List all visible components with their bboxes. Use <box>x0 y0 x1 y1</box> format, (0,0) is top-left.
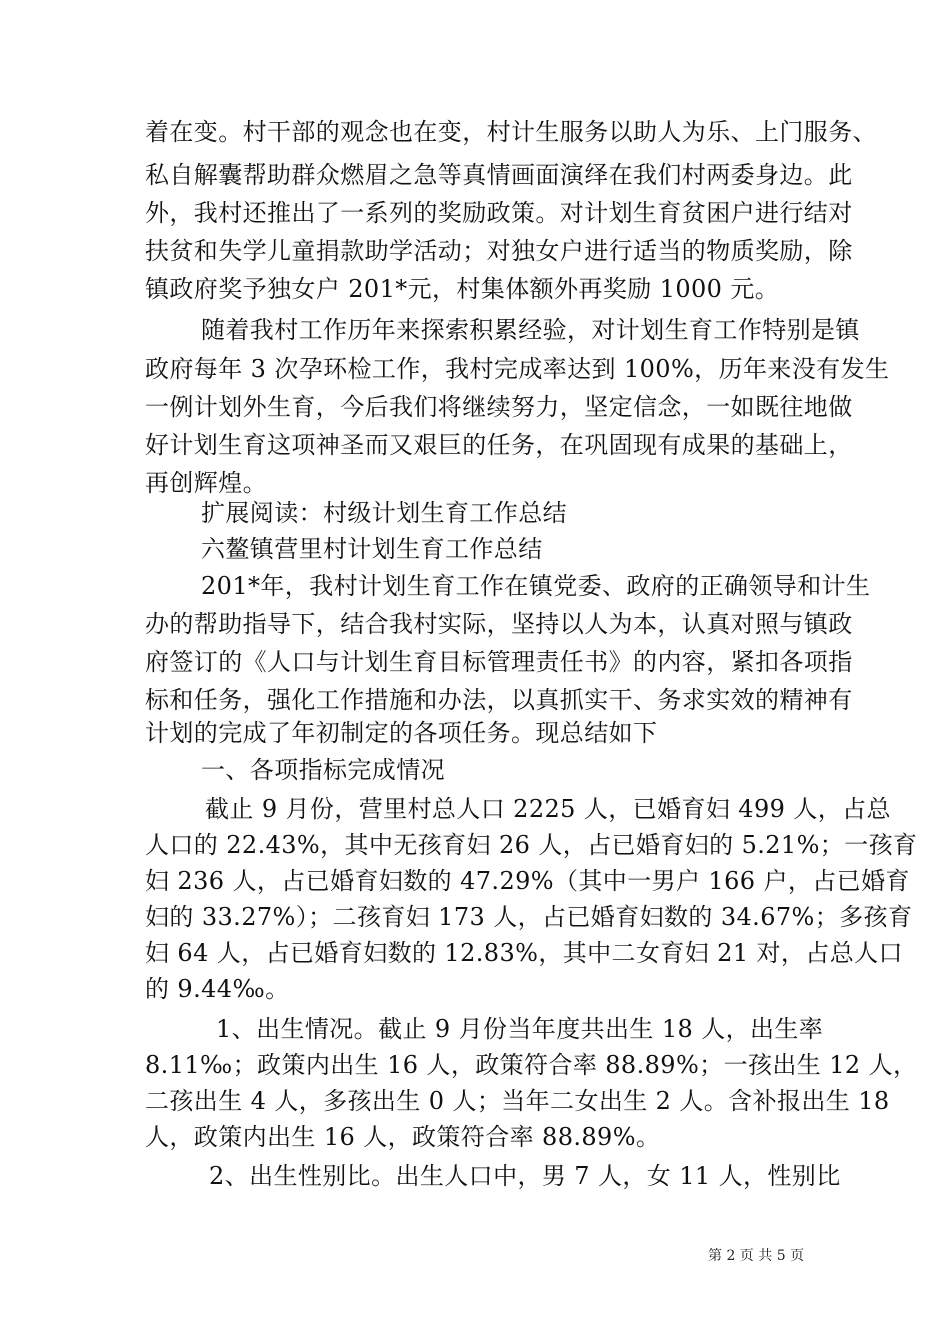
text-line: 妇的 33.27%）；二孩育妇 173 人，占已婚育妇数的 34.67%；多孩育 <box>145 903 913 931</box>
document-title: 六鳌镇营里村计划生育工作总结 <box>201 535 543 563</box>
text-line: 政府每年 3 次孕环检工作，我村完成率达到 100%，历年来没有发生 <box>145 355 890 383</box>
text-line: 的 9.44‰。 <box>145 975 290 1003</box>
text-line: 一例计划外生育，今后我们将继续努力，坚定信念，一如既往地做 <box>145 393 853 421</box>
text-line: 私自解囊帮助群众燃眉之急等真情画面演绎在我们村两委身边。此 <box>145 161 853 189</box>
text-line: 计划的完成了年初制定的各项任务。现总结如下 <box>145 719 658 747</box>
text-line: 着在变。村干部的观念也在变，村计生服务以助人为乐、上门服务、 <box>145 118 877 146</box>
text-line: 2、出生性别比。出生人口中，男 7 人，女 11 人，性别比 <box>209 1162 841 1190</box>
text-line: 201*年，我村计划生育工作在镇党委、政府的正确领导和计生 <box>201 572 871 600</box>
section-heading: 一、各项指标完成情况 <box>201 756 445 784</box>
text-line: 好计划生育这项神圣而又艰巨的任务，在巩固现有成果的基础上， <box>145 431 853 459</box>
section-heading: 扩展阅读：村级计划生育工作总结 <box>201 499 567 527</box>
text-line: 妇 236 人，占已婚育妇数的 47.29%（其中一男户 166 户，占已婚育 <box>145 867 910 895</box>
text-line: 扶贫和失学儿童捐款助学活动；对独女户进行适当的物质奖励，除 <box>145 237 853 265</box>
text-line: 妇 64 人，占已婚育妇数的 12.83%，其中二女育妇 21 对，占总人口 <box>145 939 903 967</box>
text-line: 办的帮助指导下，结合我村实际，坚持以人为本，认真对照与镇政 <box>145 610 853 638</box>
text-line: 人，政策内出生 16 人，政策符合率 88.89%。 <box>145 1123 661 1151</box>
text-line: 二孩出生 4 人，多孩出生 0 人；当年二女出生 2 人。含补报出生 18 <box>145 1087 890 1115</box>
page-number: 第 2 页 共 5 页 <box>708 1248 805 1264</box>
text-line: 标和任务，强化工作措施和办法，以真抓实干、务求实效的精神有 <box>145 686 853 714</box>
text-line: 人口的 22.43%，其中无孩育妇 26 人，占已婚育妇的 5.21%；一孩育 <box>145 831 918 859</box>
text-line: 再创辉煌。 <box>145 469 267 497</box>
text-line: 外，我村还推出了一系列的奖励政策。对计划生育贫困户进行结对 <box>145 199 853 227</box>
text-line: 镇政府奖予独女户 201*元，村集体额外再奖励 1000 元。 <box>145 275 780 303</box>
text-line: 随着我村工作历年来探索积累经验，对计划生育工作特别是镇 <box>201 316 860 344</box>
text-line: 府签订的《人口与计划生育目标管理责任书》的内容，紧扣各项指 <box>145 648 853 676</box>
text-line: 截止 9 月份，营里村总人口 2225 人，已婚育妇 499 人，占总 <box>205 795 891 823</box>
text-line: 8.11‰；政策内出生 16 人，政策符合率 88.89%；一孩出生 12 人， <box>145 1051 918 1079</box>
text-line: 1、出生情况。截止 9 月份当年度共出生 18 人，出生率 <box>216 1015 824 1043</box>
